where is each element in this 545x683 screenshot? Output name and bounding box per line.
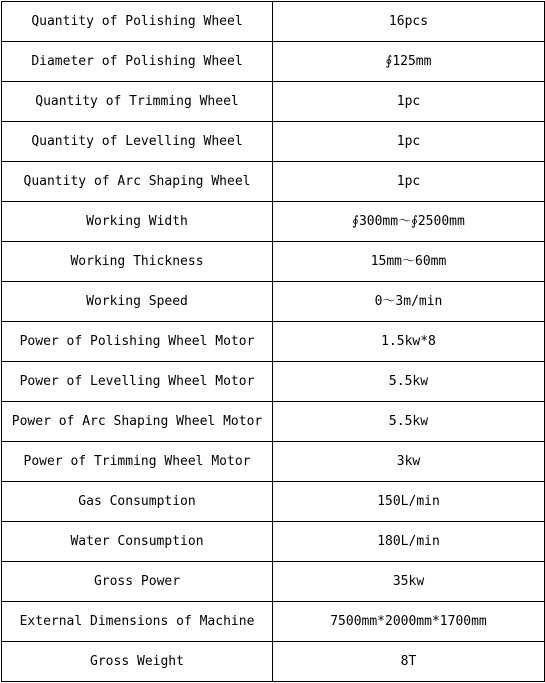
param-label: Quantity of Polishing Wheel	[31, 13, 243, 29]
param-label: Power of Polishing Wheel Motor	[19, 333, 255, 349]
param-value: 150L/min	[377, 493, 440, 509]
table-row	[2, 42, 545, 82]
param-cell	[2, 522, 273, 562]
table-row	[2, 202, 545, 242]
param-label: External Dimensions of Machine	[19, 613, 255, 629]
table-row	[2, 362, 545, 402]
table-row	[2, 562, 545, 602]
param-cell	[2, 2, 273, 42]
param-value: 3kw	[396, 453, 421, 469]
param-label: Quantity of Arc Shaping Wheel	[23, 173, 251, 189]
param-cell	[2, 642, 273, 682]
param-label: Gross Weight	[90, 653, 184, 669]
param-value: 5.5kw	[388, 373, 429, 389]
param-label: Working Speed	[86, 293, 188, 309]
param-value: ∮125mm	[385, 53, 432, 69]
param-cell	[2, 562, 273, 602]
param-label: Working Thickness	[70, 253, 204, 269]
value-cell	[273, 202, 545, 242]
param-label: Power of Levelling Wheel Motor	[19, 373, 255, 389]
param-cell	[2, 42, 273, 82]
table-row	[2, 2, 545, 42]
table-row	[2, 82, 545, 122]
spec-table	[1, 1, 545, 682]
param-value: ∮300mm～∮2500mm	[352, 213, 465, 229]
value-cell	[273, 122, 545, 162]
param-cell	[2, 602, 273, 642]
param-cell	[2, 282, 273, 322]
value-cell	[273, 362, 545, 402]
param-label: Water Consumption	[70, 533, 204, 549]
param-cell	[2, 362, 273, 402]
table-row	[2, 322, 545, 362]
param-value: 15mm～60mm	[370, 253, 447, 269]
table-row	[2, 642, 545, 682]
param-value: 1pc	[396, 133, 421, 149]
value-cell	[273, 242, 545, 282]
param-label: Gross Power	[93, 573, 181, 589]
value-cell	[273, 642, 545, 682]
value-cell	[273, 282, 545, 322]
value-cell	[273, 42, 545, 82]
param-value: 1.5kw*8	[381, 333, 436, 349]
param-label: Gas Consumption	[78, 493, 196, 509]
param-label: Working Width	[86, 213, 188, 229]
table-row	[2, 482, 545, 522]
param-value: 1pc	[396, 173, 421, 189]
table-row	[2, 162, 545, 202]
value-cell	[273, 482, 545, 522]
param-value: 1pc	[396, 93, 421, 109]
table-row	[2, 122, 545, 162]
param-cell	[2, 122, 273, 162]
value-cell	[273, 162, 545, 202]
param-value: 16pcs	[388, 13, 429, 29]
value-cell	[273, 322, 545, 362]
param-cell	[2, 162, 273, 202]
param-value: 180L/min	[377, 533, 440, 549]
value-cell	[273, 562, 545, 602]
param-cell	[2, 442, 273, 482]
param-value: 7500mm*2000mm*1700mm	[330, 613, 487, 629]
param-cell	[2, 402, 273, 442]
value-cell	[273, 2, 545, 42]
param-value: 35kw	[392, 573, 425, 589]
param-cell	[2, 242, 273, 282]
param-value: 8T	[400, 653, 417, 669]
param-label: Power of Trimming Wheel Motor	[23, 453, 251, 469]
param-label: Quantity of Trimming Wheel	[35, 93, 239, 109]
value-cell	[273, 522, 545, 562]
param-label: Diameter of Polishing Wheel	[31, 53, 243, 69]
table-row	[2, 522, 545, 562]
value-cell	[273, 442, 545, 482]
value-cell	[273, 402, 545, 442]
param-value: 5.5kw	[388, 413, 429, 429]
param-value: 0～3m/min	[374, 293, 443, 309]
value-cell	[273, 82, 545, 122]
param-label: Quantity of Levelling Wheel	[31, 133, 243, 149]
value-cell	[273, 602, 545, 642]
table-row	[2, 602, 545, 642]
param-cell	[2, 202, 273, 242]
param-cell	[2, 482, 273, 522]
param-cell	[2, 322, 273, 362]
table-row	[2, 442, 545, 482]
table-row	[2, 242, 545, 282]
param-cell	[2, 82, 273, 122]
table-row	[2, 402, 545, 442]
table-row	[2, 282, 545, 322]
param-label: Power of Arc Shaping Wheel Motor	[11, 413, 263, 429]
spec-table-body	[2, 2, 545, 682]
